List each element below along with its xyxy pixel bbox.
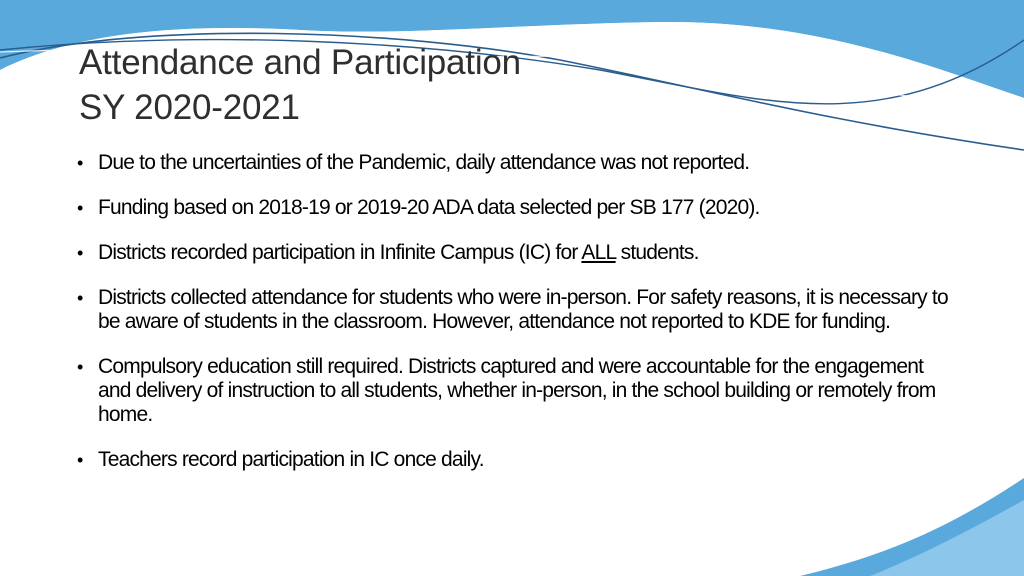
- title-line-2: SY 2020-2021: [79, 88, 300, 127]
- bullet-dot-icon: •: [77, 243, 84, 263]
- bullet-text-after: students.: [615, 241, 699, 264]
- bullet-dot-icon: •: [77, 288, 84, 308]
- bullet-dot-icon: •: [77, 198, 84, 218]
- bullet-text: Districts collected attendance for students who were in-person. For safety reasons, it is necessary to be aware of students in the classroom. However, attendance not reported to KDE for funding.: [98, 286, 948, 333]
- bullet-dot-icon: •: [77, 357, 84, 377]
- bullet-text: Due to the uncertainties of the Pandemic, daily attendance was not reported.: [98, 151, 750, 174]
- bullet-text: Teachers record participation in IC once daily.: [98, 448, 484, 471]
- bullet-list: [77, 151, 957, 493]
- bullet-text-before: Districts recorded participation in Infinite Campus (IC) for: [98, 241, 582, 264]
- bullet-dot-icon: •: [77, 153, 84, 173]
- list-item: [77, 286, 957, 334]
- list-item: [77, 241, 957, 265]
- list-item: [77, 196, 957, 220]
- title-line-1: Attendance and Participation: [79, 43, 521, 82]
- bullet-text: Compulsory education still required. Districts captured and were accountable for the engagement and delivery of instruction to all students, whether in-person, in the school building or remotely from home.: [98, 355, 936, 426]
- bullet-dot-icon: •: [77, 450, 84, 470]
- list-item: [77, 355, 957, 427]
- list-item: [77, 151, 957, 175]
- bullet-text-underlined: ALL: [581, 241, 616, 264]
- bullet-text: Funding based on 2018-19 or 2019-20 ADA data selected per SB 177 (2020).: [98, 196, 760, 219]
- page-title: [79, 40, 521, 130]
- list-item: [77, 448, 957, 472]
